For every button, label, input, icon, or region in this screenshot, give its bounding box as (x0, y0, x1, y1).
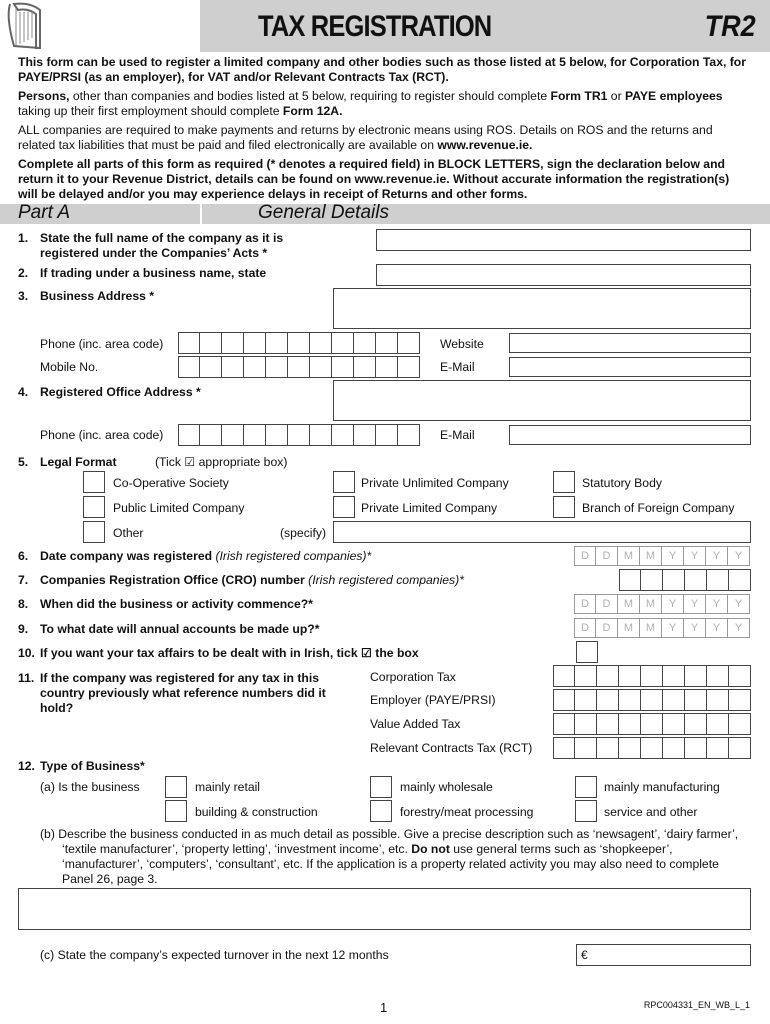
q8-number: 8. (18, 597, 29, 611)
q12a-label: (a) Is the business (40, 780, 140, 794)
q12-label: Type of Business* (40, 759, 145, 773)
q6-label: Date company was registered (Irish registered companies)* (40, 549, 372, 563)
q6-number: 6. (18, 549, 29, 563)
harp-icon (0, 0, 60, 52)
statutory-checkbox[interactable] (553, 471, 575, 493)
wholesale-checkbox[interactable] (370, 776, 392, 798)
q12b-label: (b) Describe the business conducted in as much detail as possible. Give a precise description such as ‘newsagent’, ‘dairy farmer’, ‘textile manufacturer’, ‘property letting’, ‘investment income’, etc. Do not use general terms such as ‘shopkeeper’, ‘manufacturer’, ‘computers’, ‘consultant’, etc. If the application is a property related activity you may also need to complete Panel 26, page 3. (40, 827, 739, 886)
specify-input[interactable] (333, 521, 751, 543)
part-a-bar (0, 204, 770, 224)
q3-number: 3. (18, 289, 29, 303)
accounts-date-cells[interactable]: D D M M Y Y Y Y (574, 618, 750, 638)
private-unlimited-checkbox[interactable] (333, 471, 355, 493)
q3-label: Business Address * (40, 289, 155, 303)
intro-paragraph-4: Complete all parts of this form as required (* denotes a required field) in BLOCK LETTERS, sign the declaration below and return it to your Revenue District, details can be found on www.revenue.ie. Without accurate information the registration(s) will be delayed and/or you may experience delays in receipt of Returns and other forms. (18, 157, 730, 201)
coop-label: Co-Operative Society (113, 476, 229, 490)
forestry-label: forestry/meat processing (400, 805, 534, 819)
branch-checkbox[interactable] (553, 496, 575, 518)
q1-number: 1. (18, 231, 29, 245)
specify-label: (specify) (280, 526, 327, 540)
construction-label: building & construction (195, 805, 318, 819)
q5-hint: (Tick ☑ appropriate box) (155, 455, 288, 469)
q9-number: 9. (18, 622, 29, 636)
cro-number-cells[interactable] (619, 569, 751, 591)
part-label: Part A (18, 202, 71, 223)
other-label: Other (113, 526, 144, 540)
q1-label: State the full name of the company as it is registered under the Companies’ Acts * (40, 231, 284, 260)
q2-number: 2. (18, 266, 29, 280)
q12-number: 12. (18, 759, 35, 773)
manufacturing-label: mainly manufacturing (604, 780, 720, 794)
part-title: General Details (258, 202, 389, 223)
rct-ref-cells[interactable] (553, 737, 751, 759)
service-label: service and other (604, 805, 698, 819)
office-email-input[interactable] (509, 425, 751, 445)
website-label: Website (440, 337, 484, 351)
other-checkbox[interactable] (83, 521, 105, 543)
plc-checkbox[interactable] (83, 496, 105, 518)
registered-office-input[interactable] (333, 380, 751, 421)
office-phone-cells[interactable] (178, 424, 420, 446)
q5-number: 5. (18, 455, 29, 469)
q4-phone-label: Phone (inc. area code) (40, 428, 164, 442)
q7-label: Companies Registration Office (CRO) number (Irish registered companies)* (40, 573, 464, 587)
vat-label: Value Added Tax (370, 717, 461, 731)
business-description-input[interactable] (18, 888, 751, 930)
q2-label: If trading under a business name, state (40, 266, 267, 280)
paye-label: Employer (PAYE/PRSI) (370, 693, 496, 707)
q4-number: 4. (18, 385, 29, 399)
commence-date-cells[interactable]: D D M M Y Y Y Y (574, 594, 750, 614)
mobile-cells[interactable] (178, 356, 420, 378)
q12c-label: (c) State the company’s expected turnover in the next 12 months (40, 948, 389, 962)
irish-checkbox[interactable] (576, 641, 598, 663)
forestry-checkbox[interactable] (370, 800, 392, 822)
q4-label: Registered Office Address * (40, 385, 201, 399)
corp-tax-ref-cells[interactable] (553, 665, 751, 687)
form-reference: RPC004331_EN_WB_L_1 (643, 1000, 750, 1010)
q10-label: If you want your tax affairs to be dealt with in Irish, tick ☑ the box (40, 646, 419, 660)
website-input[interactable] (509, 333, 751, 353)
paye-ref-cells[interactable] (553, 689, 751, 711)
q9-label: To what date will annual accounts be made up?* (40, 622, 320, 636)
page-number: 1 (380, 1000, 388, 1015)
service-checkbox[interactable] (575, 800, 597, 822)
euro-symbol: € (581, 948, 588, 962)
vat-ref-cells[interactable] (553, 713, 751, 735)
intro-paragraph-2: Persons, other than companies and bodies listed at 5 below, requiring to register should complete Form TR1 or PAYE employees taking up their first employment should complete Form 12A. (18, 89, 723, 118)
manufacturing-checkbox[interactable] (575, 776, 597, 798)
branch-label: Branch of Foreign Company (582, 501, 735, 515)
intro-paragraph-1: This form can be used to register a limited company and other bodies such as those listed at 5 below, for Corporation Tax, for PAYE/PRSI (as an employer), for VAT and/or Relevant Contracts Tax (RCT). (18, 55, 746, 84)
q8-label: When did the business or activity commence?* (40, 597, 313, 611)
business-phone-cells[interactable] (178, 332, 420, 354)
business-address-input[interactable] (333, 288, 751, 329)
statutory-label: Statutory Body (582, 476, 662, 490)
q11-label: If the company was registered for any tax in this country previously what reference numbers did it hold? (40, 671, 326, 715)
q5-label: Legal Format (40, 455, 117, 469)
retail-label: mainly retail (195, 780, 261, 794)
q4-email-label: E-Mail (440, 428, 475, 442)
company-name-input[interactable] (376, 229, 751, 251)
turnover-input[interactable] (576, 944, 751, 966)
intro-paragraph-3: ALL companies are required to make payments and returns by electronic means using ROS. Details on ROS and the returns and related tax liabilities that must be paid and filed electronically are available on www.revenue.ie. (18, 123, 713, 152)
q7-number: 7. (18, 573, 29, 587)
private-unlimited-label: Private Unlimited Company (361, 476, 509, 490)
form-code: TR2 (704, 10, 756, 43)
wholesale-label: mainly wholesale (400, 780, 493, 794)
private-limited-label: Private Limited Company (361, 501, 498, 515)
registration-date-cells[interactable]: D D M M Y Y Y Y (574, 546, 750, 566)
form-title: TAX REGISTRATION (258, 10, 492, 43)
q11-number: 11. (18, 671, 35, 685)
rct-label: Relevant Contracts Tax (RCT) (370, 741, 533, 755)
business-name-input[interactable] (376, 264, 751, 286)
mobile-label: Mobile No. (40, 360, 99, 374)
construction-checkbox[interactable] (165, 800, 187, 822)
retail-checkbox[interactable] (165, 776, 187, 798)
email-input[interactable] (509, 357, 751, 377)
q10-number: 10. (18, 646, 35, 660)
private-limited-checkbox[interactable] (333, 496, 355, 518)
corp-tax-label: Corporation Tax (370, 670, 456, 684)
coop-checkbox[interactable] (83, 471, 105, 493)
email-label: E-Mail (440, 360, 475, 374)
plc-label: Public Limited Company (113, 501, 245, 515)
q3-phone-label: Phone (inc. area code) (40, 337, 164, 351)
harp-logo (0, 0, 200, 52)
